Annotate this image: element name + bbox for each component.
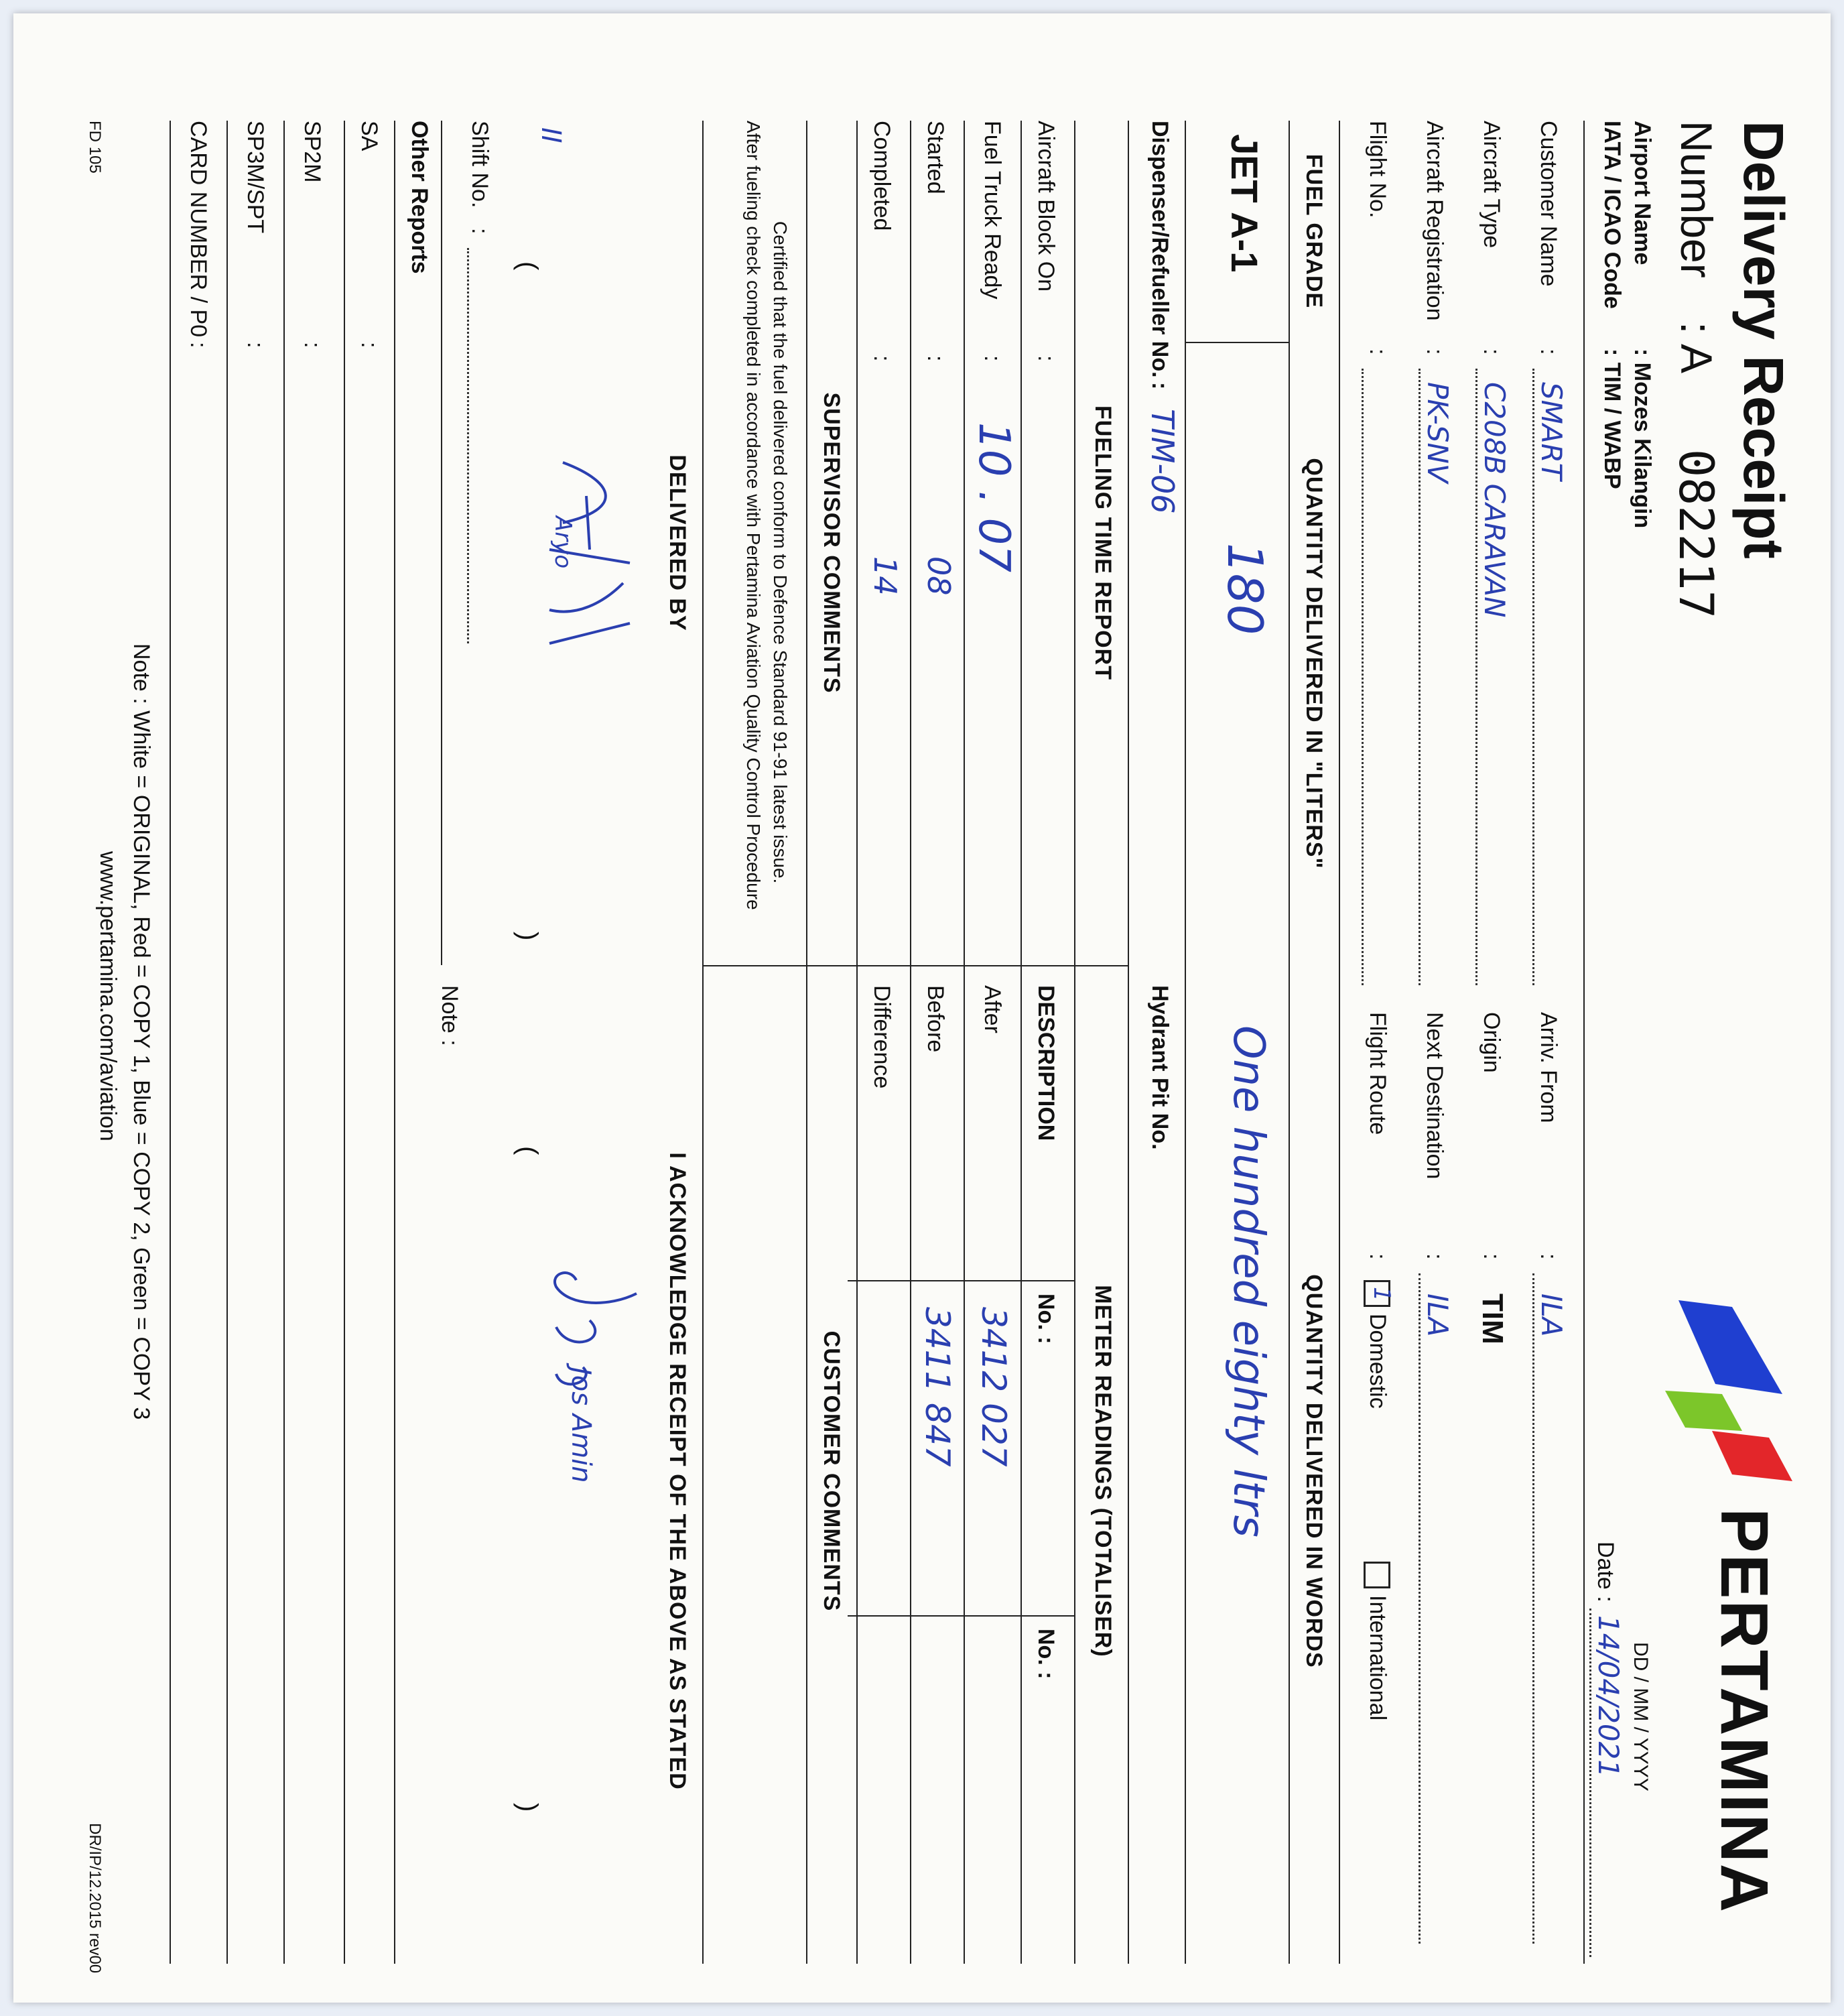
fueling-time-title: FUELING TIME REPORT: [1090, 405, 1116, 680]
number-prefix: : A: [1672, 322, 1721, 374]
number-label: Number: [1672, 121, 1721, 278]
form-code: FD 105: [86, 121, 104, 174]
qty-words-value: One hundred eighty ltrs: [1224, 1025, 1273, 1537]
pertamina-logo-icon: [1642, 1294, 1796, 1488]
dispenser-label: Dispenser/Refueller No.: [1147, 121, 1173, 378]
qty-liters-value: 180: [1217, 543, 1273, 635]
iata-code-value: : TIM / WABP: [1599, 349, 1625, 489]
aircraft-type-value: C208B CARAVAN: [1478, 382, 1511, 618]
arriv-from-label: Arriv. From: [1536, 1012, 1561, 1123]
delivered-by-name: Aryo: [549, 516, 576, 569]
customer-name-label: Customer Name: [1536, 121, 1561, 287]
fuel-grade-header: FUEL GRADE: [1301, 153, 1327, 309]
meter-readings-title: METER READINGS (TOTALISER): [1090, 1285, 1116, 1657]
flight-no-label: Flight No.: [1365, 121, 1390, 218]
block-on-label: Aircraft Block On: [1033, 121, 1059, 292]
fuel-grade-value: JET A-1: [1224, 134, 1266, 273]
qty-liters-header: QUANTITY DELIVERED IN "LITERS": [1301, 458, 1327, 869]
started-value: 08: [921, 556, 957, 596]
international-checkbox[interactable]: [1364, 1562, 1390, 1588]
meter-after-label: After: [980, 985, 1005, 1033]
meter-before-value: 3411 847: [918, 1307, 957, 1467]
meter-difference-label: Difference: [869, 985, 895, 1089]
international-label: International: [1365, 1595, 1390, 1721]
certification-line-1: Certified that the fuel delivered conform to Defence Standard 91-91 latest issue.: [770, 221, 791, 884]
domestic-label: Domestic: [1365, 1314, 1390, 1409]
shift-no-handwritten: II: [535, 127, 566, 143]
meter-description-header: DESCRIPTION: [1033, 985, 1059, 1141]
aircraft-type-label: Aircraft Type: [1479, 121, 1504, 249]
origin-value: TIM: [1476, 1294, 1509, 1344]
meter-no1-header: No. :: [1033, 1294, 1059, 1344]
domestic-check-mark: 1: [1368, 1287, 1395, 1302]
receipt-number: 082217: [1668, 449, 1723, 619]
other-reports-title: Other Reports: [407, 121, 432, 274]
next-destination-value: ILA: [1421, 1294, 1454, 1337]
date-value: 14/04/2021: [1592, 1615, 1625, 1778]
customer-name-handwritten: Jos Amin: [566, 1367, 596, 1483]
customer-signature-icon: [543, 1267, 650, 1441]
acknowledge-title: I ACKNOWLEDGE RECEIPT OF THE ABOVE AS STATED: [665, 1152, 690, 1790]
receipt-title: Delivery Receipt: [1732, 121, 1795, 559]
meter-before-label: Before: [923, 985, 948, 1053]
shift-no-label: Shift No.: [467, 121, 492, 208]
acknowledge-note-label: Note :: [437, 985, 462, 1046]
hydrant-pit-label: Hydrant Pit No.: [1147, 985, 1173, 1150]
revision-code: DR/IP/12.2015 rev00: [86, 1823, 104, 1974]
aircraft-registration-label: Aircraft Registration: [1422, 121, 1447, 321]
aircraft-registration-value: PK-SNV: [1421, 382, 1454, 483]
truck-ready-value: 10 . 07: [969, 422, 1018, 572]
completed-value: 14: [867, 556, 903, 596]
next-destination-label: Next Destination: [1422, 1012, 1447, 1180]
customer-comments-title: CUSTOMER COMMENTS: [819, 1330, 844, 1612]
customer-name-value: SMART: [1535, 382, 1568, 481]
airport-name-label: Airport Name: [1630, 121, 1655, 265]
completed-label: Completed: [869, 121, 895, 231]
brand-wordmark: PERTAMINA: [1707, 1508, 1782, 1914]
certification-line-2: After fueling check completed in accordance with Pertamina Aviation Quality Control Procedure: [743, 121, 764, 910]
card-number-label: CARD NUMBER / P0: [186, 121, 211, 338]
qty-words-header: QUANTITY DELIVERED IN WORDS: [1301, 1274, 1327, 1668]
receipt-form: Delivery Receipt Number : A 082217 PERTAMINA Airport Name : Mozes Kilangin IATA / ICAO Code : TIM / WABP DD / MM / YYYY Date : 14/04/2021 Customer Name : SMART Aircraft Type : C208B CARAVAN Aircraft Registration : PK-SNV Flight No. : Arriv. From : ILA Origin : TIM Next Destination : ILA Flight Route : 1 Domestic International FUEL GRADE QUANTITY DELIVERED IN "LITERS" QUANTITY DELIVERED IN WORDS JET A-1 180 One hundred eighty ltrs Dispenser/Refueller No. : TIM-06 Hydrant Pit No. FUELING TIME REPORT Aircraft Block On : Fuel Truck Ready : 10 . 07 Started : 08 Completed : 14 METER READINGS (TOTALISER) DESCRIPTION No. : No. : After 3412 027 Before 3411 847 Difference SUPERVISOR COMMENTS CUSTOMER COMMENTS Certified that the fuel delivered conform to Defence Standard 91-91 latest issue. After fueling check completed in accordance with Pertamina Aviation Quality Control Procedure DELIVERED BY I ACKNOWLEDGE RECEIPT OF THE ABOVE AS STATED Aryo Jos Amin ( ) ( ) II Shift No. : Note : Other Reports SA : SP2M : SP3M/SPT : CARD NUMBER / P0 : Note : White = ORIGINAL, Red = COPY 1, Blue = COPY 2, Green = COPY 3 www.pertamina.com/aviation FD 105 DR/IP/12.2015 rev00: [86, 121, 1795, 1974]
started-label: Started: [923, 121, 948, 194]
receipt-paper: [13, 13, 1831, 2003]
origin-label: Origin: [1479, 1012, 1504, 1073]
website: www.pertamina.com/aviation: [95, 851, 121, 1141]
date-label: Date :: [1593, 1541, 1618, 1602]
flight-route-label: Flight Route: [1365, 1012, 1390, 1135]
supervisor-comments-title: SUPERVISOR COMMENTS: [819, 392, 844, 694]
meter-after-value: 3412 027: [974, 1307, 1013, 1467]
truck-ready-label: Fuel Truck Ready: [980, 121, 1005, 300]
date-format: DD / MM / YYYY: [1630, 1642, 1652, 1791]
dispenser-value: TIM-06: [1144, 409, 1181, 514]
sp3m-spt-label: SP3M/SPT: [243, 121, 268, 234]
sp2m-label: SP2M: [300, 121, 325, 183]
sa-label: SA: [356, 121, 382, 151]
delivered-by-title: DELIVERED BY: [665, 454, 690, 631]
meter-no2-header: No. :: [1033, 1629, 1059, 1680]
iata-code-label: IATA / ICAO Code: [1599, 121, 1625, 309]
airport-name-value: : Mozes Kilangin: [1630, 349, 1655, 529]
copy-color-note: Note : White = ORIGINAL, Red = COPY 1, Blue = COPY 2, Green = COPY 3: [129, 643, 154, 1420]
arriv-from-value: ILA: [1535, 1294, 1568, 1337]
